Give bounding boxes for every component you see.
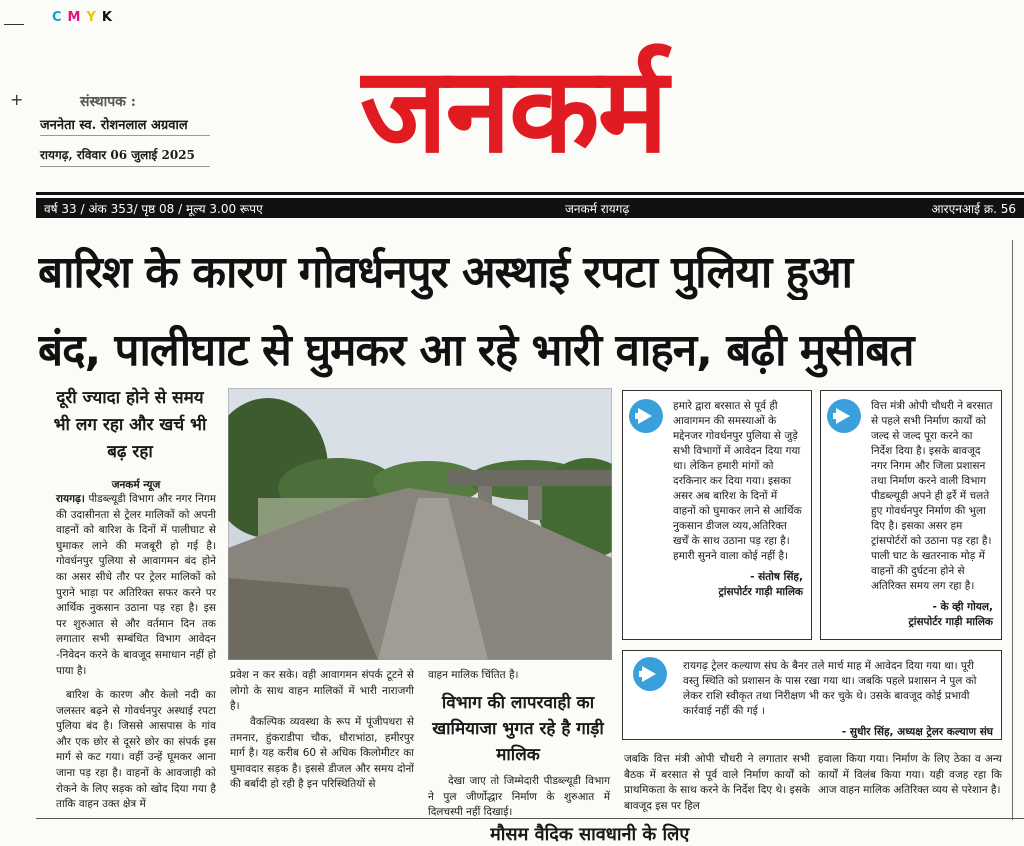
quote-role: ट्रांसपोर्टर गाड़ी मालिक xyxy=(908,616,993,628)
cmyk-registration-mark xyxy=(52,10,118,25)
bridge-photo-illustration xyxy=(228,388,612,660)
top-rule xyxy=(36,192,1024,195)
crop-mark xyxy=(4,24,24,25)
bottom-rule xyxy=(36,818,1024,819)
info-bar xyxy=(36,198,1024,218)
quote-role: ट्रांसपोर्टर गाड़ी मालिक xyxy=(718,586,803,598)
col3-paragraph-2: देखा जाए तो जिम्मेदारी पीडब्ल्यूडी विभाग ने पुल जीर्णोद्धार निर्माण के शुरुआत में दिलचस्पी नहीं दिखाई। xyxy=(428,775,610,819)
column-rule-right xyxy=(1012,240,1013,820)
col1-paragraph-1: पीडब्ल्यूडी विभाग और नगर निगम की उदासीनता से ट्रेलर मालिकों को अपनी वाहनों को बारिश के दिनों में पालीघाट से घुमाकर लाने की मजबूरी हो गई है। गोवर्धनपुर पुलिया से आवागमन बंद होने का असर सीधे तौर पर ट्रेलर मालिकों को पुराने भाड़ा पर अतिरिक्त सफर करने पर आर्थिक नुकसान उठाना पड़ रहा है। इस पर शुरुआत से और वर्तमान दिन तक लगातार सभी सम्बंधित विभाग आवेदन -निवेदन करने के बावजूद समाधान नहीं हो पाया है। xyxy=(56,493,216,677)
quote-text: हमारे द्वारा बरसात से पूर्व ही आवागमन की समस्याओं के मद्देनजर गोवर्धनपुर पुलिया से जुड़े सभी विभागों में आवेदन दिया गया था। लेकिन हमारी मांगों को दरकिनार कर दिया गया। इसका असर अब बारिश के दिनों में वाहनों को घुमाकर लाने से आर्थिक नुकसान डीजल व्यय,अतिरिक्त खर्चें के साथ उठाना पड़ रहा है। हमारी सुनने वाला कोई नहीं है। xyxy=(673,400,802,562)
arrow-icon xyxy=(629,399,663,433)
story-column-1 xyxy=(56,492,216,679)
col5-paragraph-1: हवाला किया गया। निर्माण के लिए ठेका व अन्य कार्यों में विलंब किया गया। यही वजह रहा कि आज वाहन मालिक अतिरिक्त व्यय से परेशान है। xyxy=(818,753,1002,797)
quote-box-goyal xyxy=(820,390,1002,640)
quote-author: - संतोष सिंह, xyxy=(750,571,803,583)
edition-label: जनकर्म रायगढ़ xyxy=(564,201,630,216)
founder-label: संस्थापक : xyxy=(80,94,136,110)
quote-author: - सुधीर सिंह, अध्यक्ष ट्रेलर कल्याण संघ xyxy=(841,726,993,738)
col2-paragraph-2: वैकल्पिक व्यवस्था के रूप में पूंजीपथरा से तमनार, हुंकराडीपा चौक, धौराभांठा, हमीरपुर मार्ग है। यह करीब 60 से अधिक किलोमीटर का घुमावदार सड़क है। इससे डीजल और समय दोनों की बर्बादी हो रही है इन परिस्थितियों से xyxy=(230,716,414,791)
dateline: रायगढ़। xyxy=(56,493,85,505)
place-date: रायगढ़, रविवार 06 जुलाई 2025 xyxy=(40,146,210,167)
cmyk-k: K xyxy=(101,10,118,25)
arrow-icon xyxy=(827,399,861,433)
newspaper-title: जनकर्म xyxy=(360,41,667,179)
headline-line-2: बंद, पालीघाट से घुमकर आ रहे भारी वाहन, बढ़ी मुसीबत xyxy=(38,325,914,376)
founder-block xyxy=(40,92,210,167)
col1-paragraph-2: बारिश के कारण और केलो नदी का जलस्तर बढ़ने से गोवर्धनपुर अस्थाई रपटा पुलिया बंद है। जिससे आसपास के गांव और एक छोर से दूसरे छोर का संपर्क इस मार्ग से कट गया। वहीं उन्हें घूमकर आना जाना पड़ रहा है। वाहनों के आवजाही को रोकने के लिए सड़क को खोद दिया गया है ताकि वाहन उक्त क्षेत्र में xyxy=(56,689,216,811)
cmyk-m: M xyxy=(67,10,87,25)
col3-paragraph-1: वाहन मालिक चिंतित है। xyxy=(428,669,519,681)
subheadline: दूरी ज्यादा होने से समय भी लग रहा और खर्च भी बढ़ रहा xyxy=(53,388,207,462)
headline-line-1: बारिश के कारण गोवर्धनपुर अस्थाई रपटा पुलिया हुआ xyxy=(38,247,852,298)
rni-number: आरएनआई क्र. 56 xyxy=(931,201,1016,216)
quote-text: रायगढ़ ट्रेलर कल्याण संघ के बैनर तले मार्च माह में आवेदन दिया गया था। पूरी वस्तु स्थिति को प्रशासन के पास रखा गया था। जबकि पहले प्रशासन ने पुल को लेकर राशि स्वीकृत तथा निरीक्षण भी कर चुके थे। उसके बावजूद कोई प्रभावी कार्रवाई नहीं की गई । xyxy=(683,660,977,717)
bridge-photo xyxy=(228,388,612,660)
registration-cross-icon: + xyxy=(10,90,24,109)
quote-box-santosh xyxy=(622,390,812,640)
cmyk-y: Y xyxy=(86,10,102,25)
issue-info: वर्ष 33 / अंक 353/ पृष्ठ 08 / मूल्य 3.00 रूपए xyxy=(44,201,263,216)
quote-author: - के व्ही गोयल, xyxy=(932,601,993,613)
mid-subheadline: विभाग की लापरवाही का खामियाजा भुगत रहे है गाड़ी मालिक xyxy=(432,693,604,765)
quote-text: वित्त मंत्री ओपी चौधरी ने बरसात से पहले सभी निर्माण कार्यों को जल्द से जल्द पूरा करने का निर्देश दिया है। इसके बावजूद नगर निगम और जिला प्रशासन तथा निर्माण करने वाली विभाग पीडब्ल्यूडी अपने ही ढ़र्रे में चलते हुए गोवर्धनपुर निर्माण की भुला दिए है। इसका असर हम ट्रांसपोर्टरों को उठाना पड़ रहा है। पाली घाट के खतरनाक मोड़ में वाहनों की दुर्घटना होने से अतिरिक्त समय लग रहा है। xyxy=(871,400,993,592)
bottom-teaser: मौसम वैदिक सावधानी के लिए xyxy=(490,824,690,845)
founder-name: जननेता स्व. रोशनलाल अग्रवाल xyxy=(40,115,210,136)
quote-box-sudhir xyxy=(622,650,1002,740)
col2-paragraph-1: प्रवेश न कर सके। वही आवागमन संपर्क टूटने से लोगो के साथ वाहन मालिकों में भारी नाराजगी है। xyxy=(230,669,414,713)
arrow-icon xyxy=(633,657,667,691)
col4-paragraph-1: जबकि वित्त मंत्री ओपी चौधरी ने लगातार सभी बैठक में बरसात से पूर्व वाले निर्माण कार्यों को प्राथमिकता के साथ करने के निर्देश दिए थे। इसके बावजूद इस पर हिल xyxy=(624,753,810,812)
byline-text: जनकर्म न्यूज xyxy=(111,479,161,491)
cmyk-c: C xyxy=(52,10,68,25)
